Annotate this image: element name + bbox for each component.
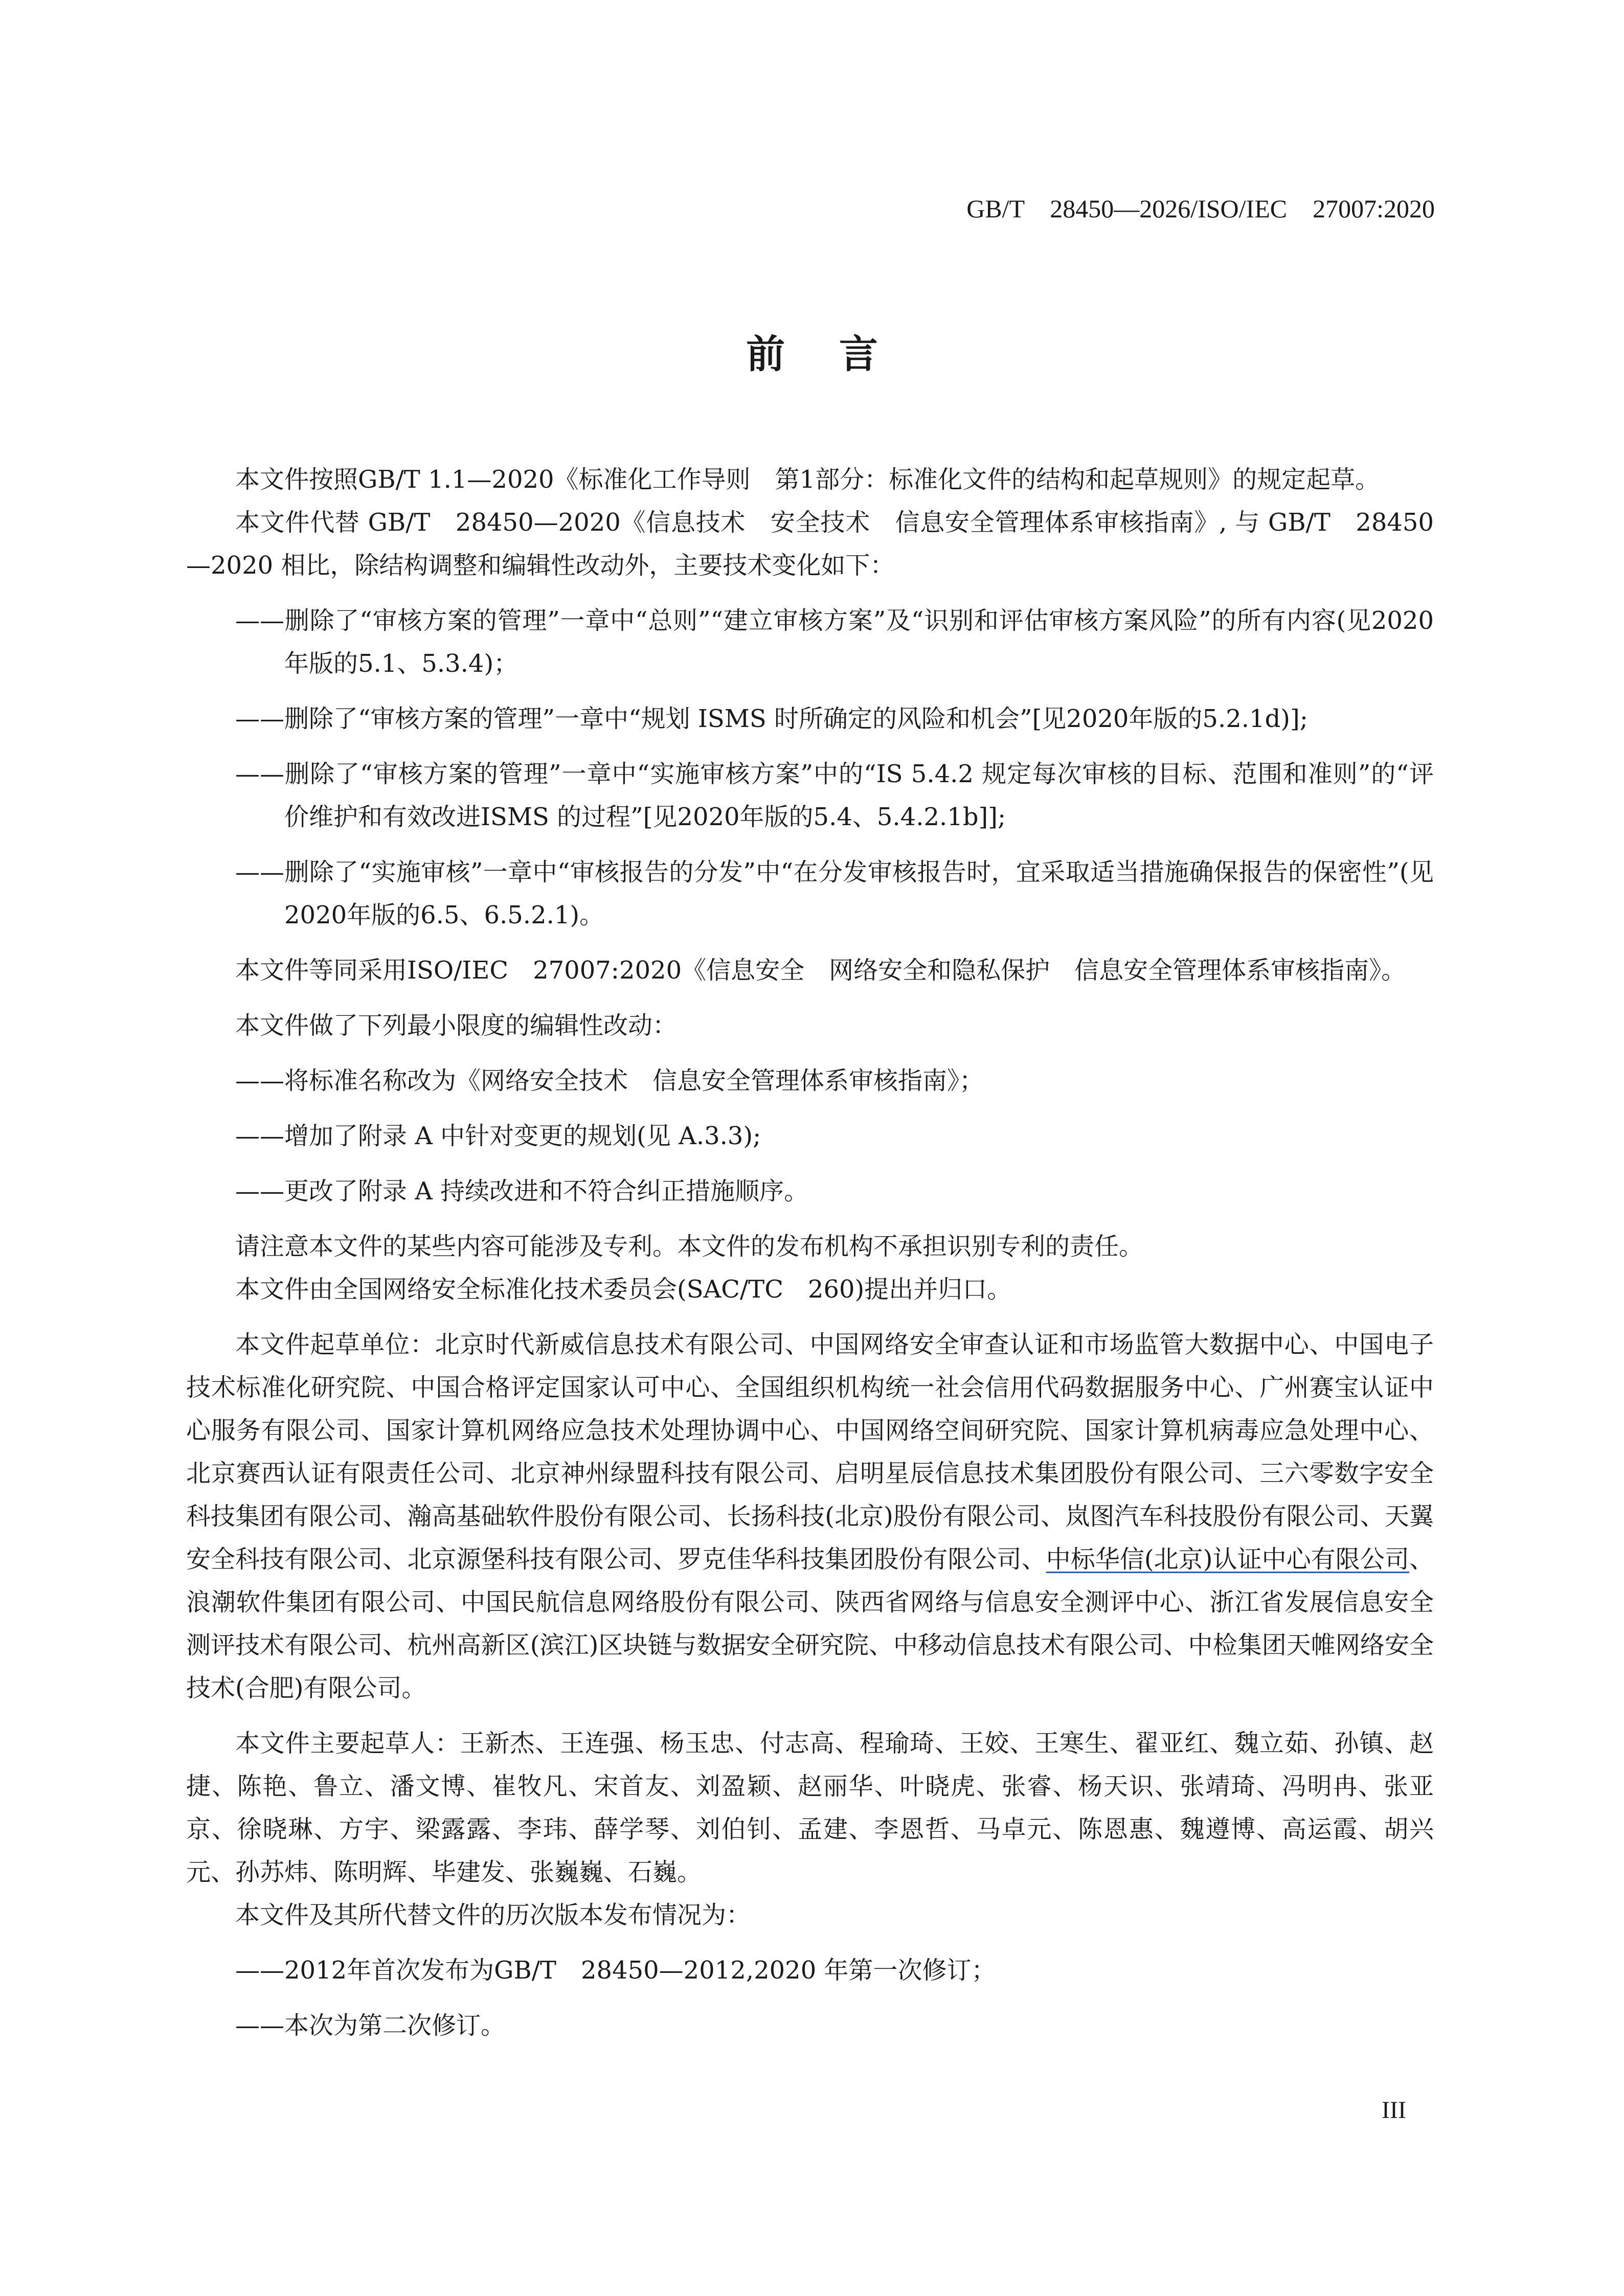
change-item: ——删除了“审核方案的管理”一章中“实施审核方案”中的“IS 5.4.2 规定每次审核的目标、范围和准则”的“评价维护和有效改进ISMS 的过程”[见2020年版的5.4、5.4.2.1b]]; (235, 760, 1434, 831)
patent-notice: 请注意本文件的某些内容可能涉及专利。本文件的发布机构不承担识别专利的责任。 (235, 1232, 1144, 1261)
change-item: ——删除了“审核方案的管理”一章中“总则”“建立审核方案”及“识别和评估审核方案风险”的所有内容(见2020年版的5.1、5.3.4)； (235, 606, 1434, 678)
editorial-changes-intro: 本文件做了下列最小限度的编辑性改动： (235, 1011, 678, 1040)
change-item: ——删除了“审核方案的管理”一章中“规划 ISMS 时所确定的风险和机会”[见2020年版的5.2.1d)]; (235, 704, 1308, 733)
organization-link[interactable]: 中标华信(北京)认证中心有限公司 (1046, 1545, 1409, 1574)
adoption-paragraph: 本文件等同采用ISO/IEC 27007:2020《信息安全 网络安全和隐私保护 信息安全管理体系审核指南》。 (235, 956, 1406, 985)
standard-number: GB/T 28450—2026/ISO/IEC 27007:2020 (966, 194, 1435, 223)
editorial-change-item: ——更改了附录 A 持续改进和不符合纠正措施顺序。 (235, 1177, 809, 1206)
page-number: III (1382, 2097, 1406, 2124)
page-title: 前 言 (746, 331, 878, 377)
version-history-item: ——本次为第二次修订。 (235, 2011, 506, 2040)
foreword-body (186, 458, 1434, 2047)
version-history-intro: 本文件及其所代替文件的历次版本发布情况为： (235, 1901, 751, 1929)
editorial-change-item: ——将标准名称改为《网络安全技术 信息安全管理体系审核指南》； (235, 1066, 984, 1095)
drafters-paragraph: 本文件主要起草人：王新杰、王连强、杨玉忠、付志高、程瑜琦、王姣、王寒生、翟亚红、魏立茹、孙镇、赵捷、陈艳、鲁立、潘文博、崔牧凡、宋首友、刘盈颖、赵丽华、叶晓虎、张睿、杨天识、张靖琦、冯明冉、张亚京、徐晓琳、方宇、梁露露、李玮、薛学琴、刘伯钊、孟建、李恩哲、马卓元、陈恩惠、魏遵博、高运霞、胡兴元、孙苏炜、陈明辉、毕建发、张巍巍、石巍。 (186, 1729, 1434, 1886)
drafting-organizations-paragraph (186, 1323, 1434, 1710)
change-item: ——删除了“实施审核”一章中“审核报告的分发”中“在分发审核报告时，宜采取适当措施确保报告的保密性”(见2020年版的6.5、6.5.2.1)。 (235, 858, 1434, 929)
drafting-organizations-text-continued: 、浪潮软件集团有限公司、中国民航信息网络股份有限公司、陕西省网络与信息安全测评中心、浙江省发展信息安全测评技术有限公司、杭州高新区(滨江)区块链与数据安全研究院、中移动信息技术有限公司、中检集团天帷网络安全技术(合肥)有限公司。 (186, 1545, 1434, 1702)
drafting-organizations-text: 本文件起草单位：北京时代新威信息技术有限公司、中国网络安全审查认证和市场监管大数据中心、中国电子技术标准化研究院、中国合格评定国家认可中心、全国组织机构统一社会信用代码数据服务中心、广州赛宝认证中心服务有限公司、国家计算机网络应急技术处理协调中心、中国网络空间研究院、国家计算机病毒应急处理中心、北京赛西认证有限责任公司、北京神州绿盟科技有限公司、启明星辰信息技术集团股份有限公司、三六零数字安全科技集团有限公司、瀚高基础软件股份有限公司、长扬科技(北京)股份有限公司、岚图汽车科技股份有限公司、天翼安全科技有限公司、北京源堡科技有限公司、罗克佳华科技集团股份有限公司、 (186, 1330, 1434, 1574)
committee-paragraph: 本文件由全国网络安全标准化技术委员会(SAC/TC 260)提出并归口。 (235, 1275, 1012, 1304)
drafting-rules-paragraph: 本文件按照GB/T 1.1—2020《标准化工作导则 第1部分：标准化文件的结构和起草规则》的规定起草。 (235, 465, 1380, 494)
editorial-change-item: ——增加了附录 A 中针对变更的规划(见 A.3.3); (235, 1122, 761, 1150)
replacement-paragraph: 本文件代替 GB/T 28450—2020《信息技术 安全技术 信息安全管理体系审核指南》, 与 GB/T 28450—2020 相比，除结构调整和编辑性改动外，主要技术变化如下： (186, 508, 1434, 580)
version-history-item: ——2012年首次发布为GB/T 28450—2012,2020 年第一次修订； (235, 1956, 996, 1985)
